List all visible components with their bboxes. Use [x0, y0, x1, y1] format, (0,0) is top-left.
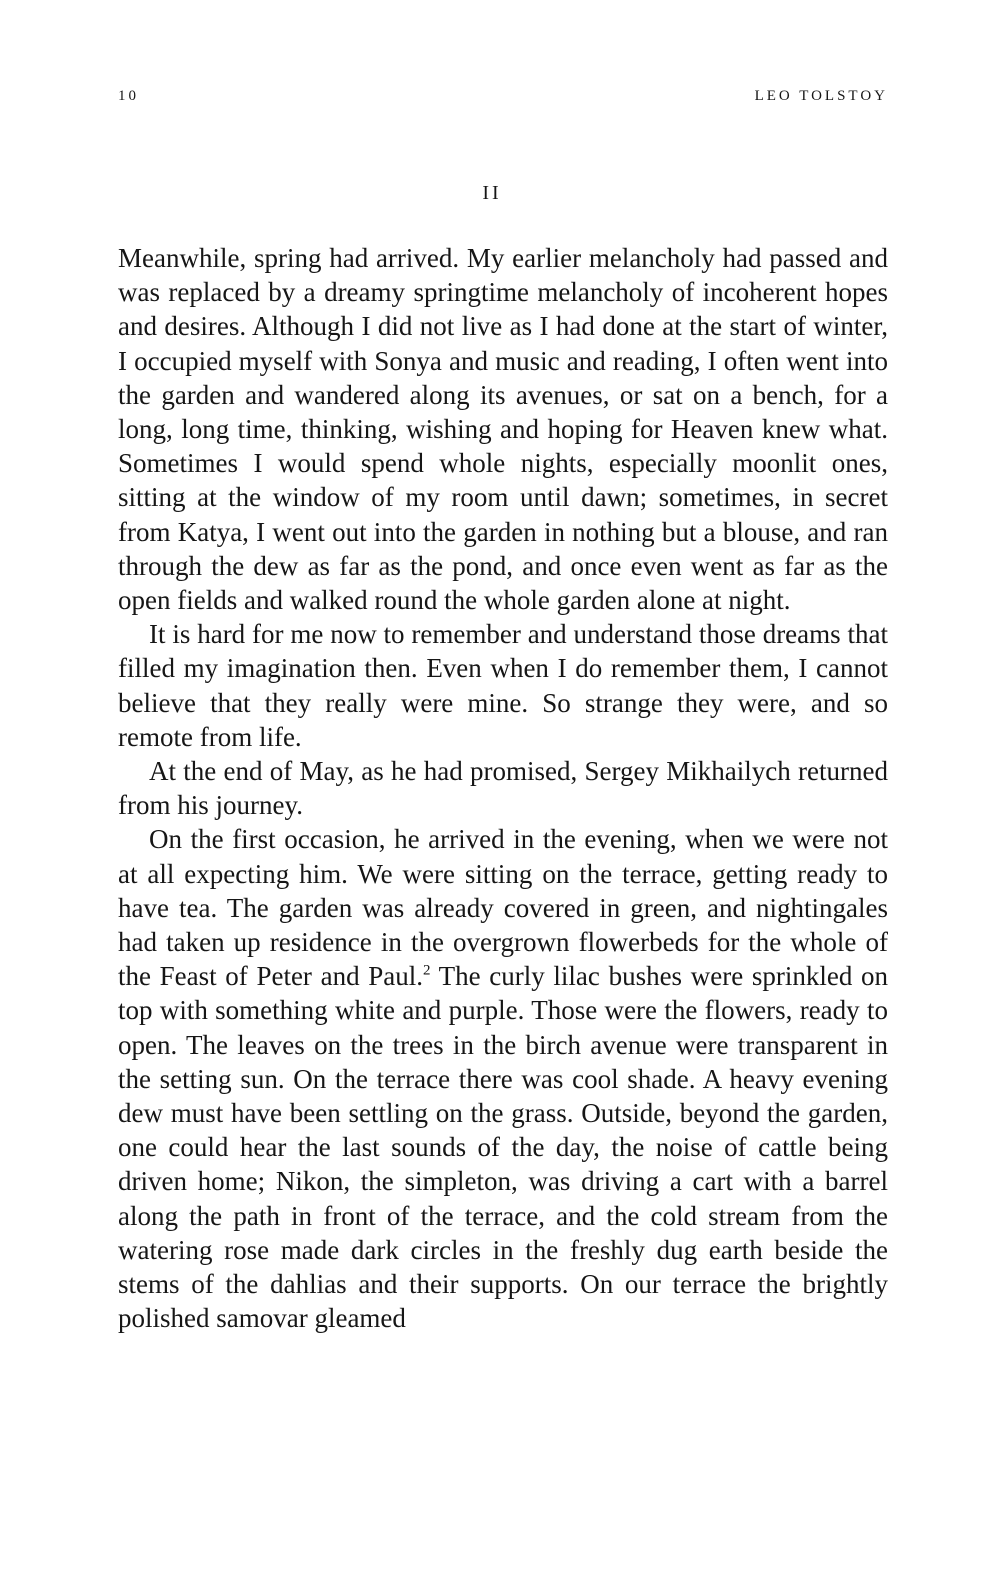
body-text: [118, 241, 888, 1336]
paragraph-text: The curly lilac bushes were sprinkled on top with something white and purple. Those were the flowers, ready to open. The leaves on the trees in the birch avenue were transparent in the setting sun. On the terrace there was cool shade. A heavy evening dew must have been settling on the grass. Outside, beyond the garden, one could hear the last sounds of the day, the noise of cattle being driven home; Nikon, the simpleton, was driving a cart with a barrel along the path in front of the terrace, and the cold stream from the watering rose made dark circles in the freshly dug earth beside the stems of the dahlias and their supports. On our terrace the brightly polished samovar gleamed: [118, 961, 888, 1334]
paragraph-text: On the first occasion, he arrived in the evening, when we were not at all expecting him. We were sitting on the terrace, getting ready to have tea. The garden was already covered in green, and nightingales had taken up residence in the overgrown flowerbeds for the whole of the Feast of Peter and Paul.: [118, 824, 888, 992]
running-head: [118, 88, 888, 114]
chapter-number: II: [482, 182, 502, 204]
running-title: LEO TOLSTOY: [754, 88, 888, 104]
page-number: 10: [118, 88, 139, 104]
paragraph: At the end of May, as he had promised, Sergey Mikhailych returned from his journey.: [118, 756, 888, 821]
paragraph: It is hard for me now to remember and understand those dreams that filled my imagination then. Even when I do remember them, I cannot believe that they really were mine. So strange they were, and so remote from life.: [118, 619, 888, 752]
paragraph: [118, 822, 888, 1335]
footnote-reference[interactable]: 2: [422, 962, 431, 979]
paragraph: Meanwhile, spring had arrived. My earlier melancholy had passed and was replaced by a dreamy springtime melancholy of incoherent hopes and desires. Although I did not live as I had done at the start of winter, I occupied myself with Sonya and music and reading, I often went into the garden and wandered along its avenues, or sat on a bench, for a long, long time, thinking, wishing and hoping for Heaven knew what. Sometimes I would spend whole nights, especially moonlit ones, sitting at the window of my room until dawn; sometimes, in secret from Katya, I went out into the garden in nothing but a blouse, and ran through the dew as far as the pond, and once even went as far as the open fields and walked round the whole garden alone at night.: [118, 243, 888, 616]
